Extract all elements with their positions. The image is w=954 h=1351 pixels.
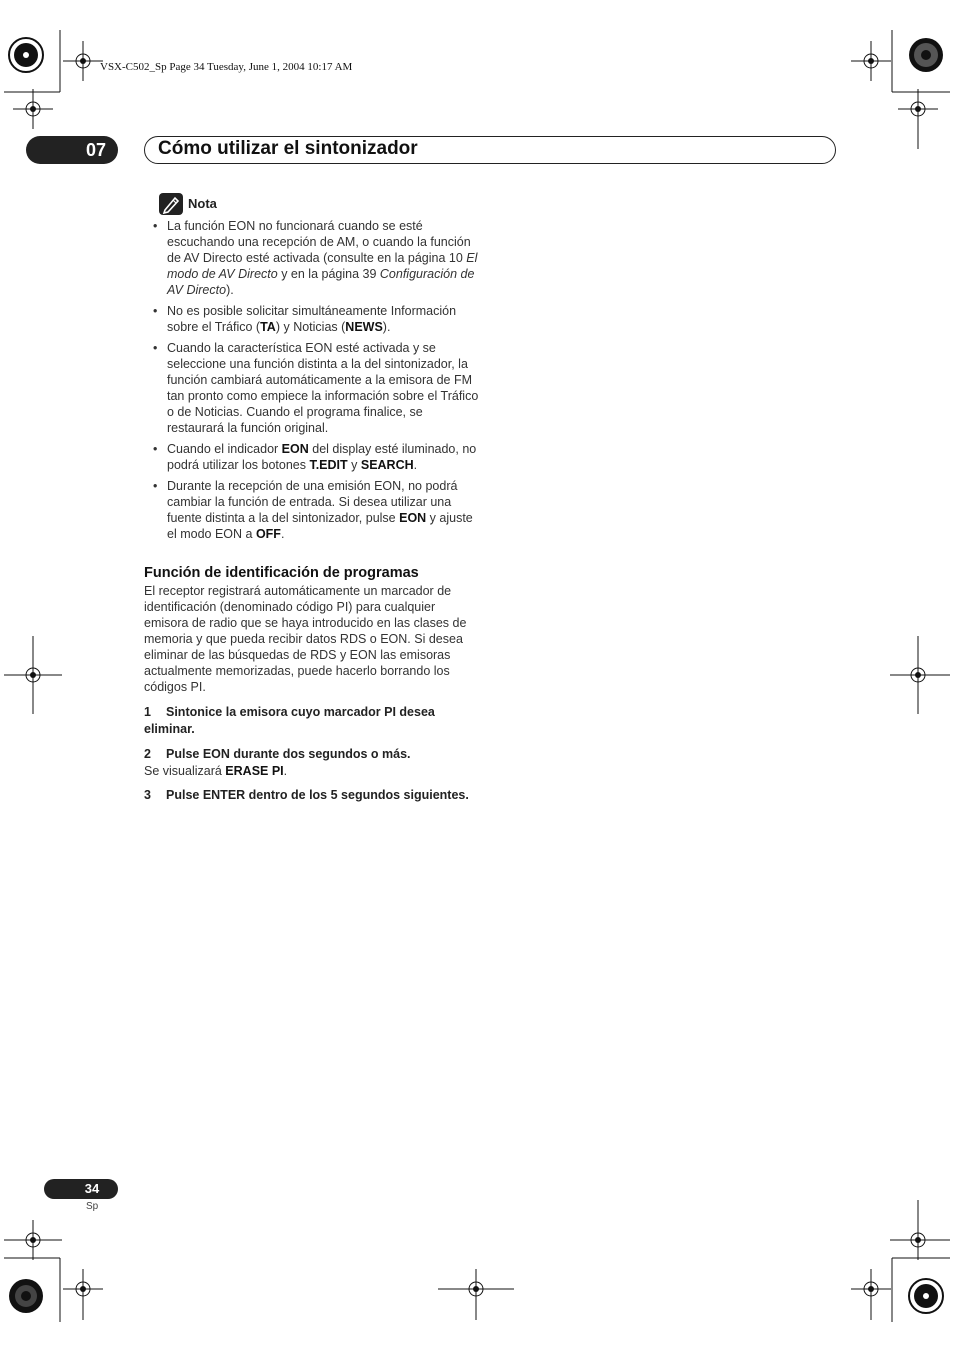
- note-item-text: No es posible solicitar simultáneamente Información sobre el Tráfico (: [167, 304, 457, 334]
- note-item-text: La función EON no funcionará cuando se esté escuchando una recepción de AM, o cuando la función de AV Directo esté activada (consulte en la página 10: [167, 219, 471, 265]
- section-body: [144, 583, 480, 804]
- step-number: 2: [144, 747, 151, 761]
- note-item-text: T.EDIT: [309, 458, 348, 472]
- note-item-text: Durante la recepción de una emisión EON, no podrá cambiar la función de entrada. Si desea utilizar una fuente distinta a la del sintonizador, pulse: [167, 479, 458, 525]
- note-item-text: .: [413, 458, 418, 472]
- step-1: [144, 704, 480, 738]
- note-list: [153, 218, 483, 547]
- note-item: [153, 340, 483, 436]
- note-item-text: EON: [281, 442, 309, 456]
- step-2-result-display: ERASE PI: [225, 764, 284, 778]
- note-pencil-icon: [159, 193, 183, 215]
- step-number: 3: [144, 788, 151, 802]
- step-text: Pulse EON durante dos segundos o más.: [166, 747, 411, 761]
- crosshair-icon: [890, 1200, 950, 1260]
- note-item: [153, 441, 483, 473]
- page-language: Sp: [86, 1201, 99, 1212]
- crosshair-icon: [898, 89, 938, 149]
- note-item-text: del display esté iluminado, no podrá utilizar los botones: [167, 442, 477, 472]
- crosshair-icon: [63, 1269, 103, 1320]
- note-item-text: ).: [382, 320, 391, 334]
- note-item-text: y en la página 39: [277, 267, 380, 281]
- note-item: [153, 218, 483, 298]
- note-item-text: Configuración de AV Directo: [167, 267, 475, 297]
- step-number: 1: [144, 705, 151, 719]
- step-3: [144, 787, 480, 804]
- note-item-text: y ajuste el modo EON a: [167, 511, 473, 541]
- note-item-text: El modo de AV Directo: [167, 251, 478, 281]
- step-text: Sintonice la emisora cuyo marcador PI desea eliminar.: [144, 705, 435, 736]
- note-item-text: ) y Noticias (: [275, 320, 346, 334]
- crosshair-icon: [438, 1269, 514, 1320]
- step-2-result-prefix: Se visualizará: [144, 764, 226, 778]
- chapter-number: 07: [26, 136, 118, 164]
- note-label: Nota: [188, 196, 217, 211]
- section-body-text: El receptor registrará automáticamente un marcador de identificación (denominado código PI) para cualquier emisora de radio que se haya introducido en las clases de memoria y que pueda recibir datos RDS o EON. Si desea eliminar de las búsquedas de RDS y EON las emisoras actualmente memorizadas, puede hacerlo borrando los códigos PI.: [144, 584, 467, 694]
- note-item-text: Cuando la característica EON esté activada y se seleccione una función distinta a la del sintonizador, la función cambiará automáticamente a la emisora de FM tan pronto como empiece la información sobre el Tráfico o de Noticias. Cuando el programa finalice, se restaurará la función original.: [167, 341, 479, 435]
- note-item-text: SEARCH: [360, 458, 414, 472]
- print-header: VSX-C502_Sp Page 34 Tuesday, June 1, 2004 10:17 AM: [100, 61, 353, 73]
- note-item-text: EON: [399, 511, 427, 525]
- note-item-text: TA: [260, 320, 276, 334]
- step-2: [144, 746, 480, 763]
- note-item-text: OFF: [255, 527, 281, 541]
- step-2-result-suffix: .: [283, 764, 288, 778]
- note-item-text: y: [347, 458, 361, 472]
- note-item-text: Cuando el indicador: [167, 442, 282, 456]
- note-item-text: NEWS: [345, 320, 383, 334]
- step-text: Pulse ENTER dentro de los 5 segundos siguientes.: [166, 788, 469, 802]
- page-number: 34: [44, 1179, 118, 1199]
- step-2-result: [144, 763, 480, 779]
- note-item-text: .: [280, 527, 285, 541]
- section-heading: Función de identificación de programas: [144, 565, 419, 581]
- chapter-title: Cómo utilizar el sintonizador: [158, 138, 418, 159]
- note-item: [153, 303, 483, 335]
- note-item-text: ).: [226, 283, 234, 297]
- note-item: [153, 478, 483, 542]
- crosshair-icon: [851, 1269, 891, 1320]
